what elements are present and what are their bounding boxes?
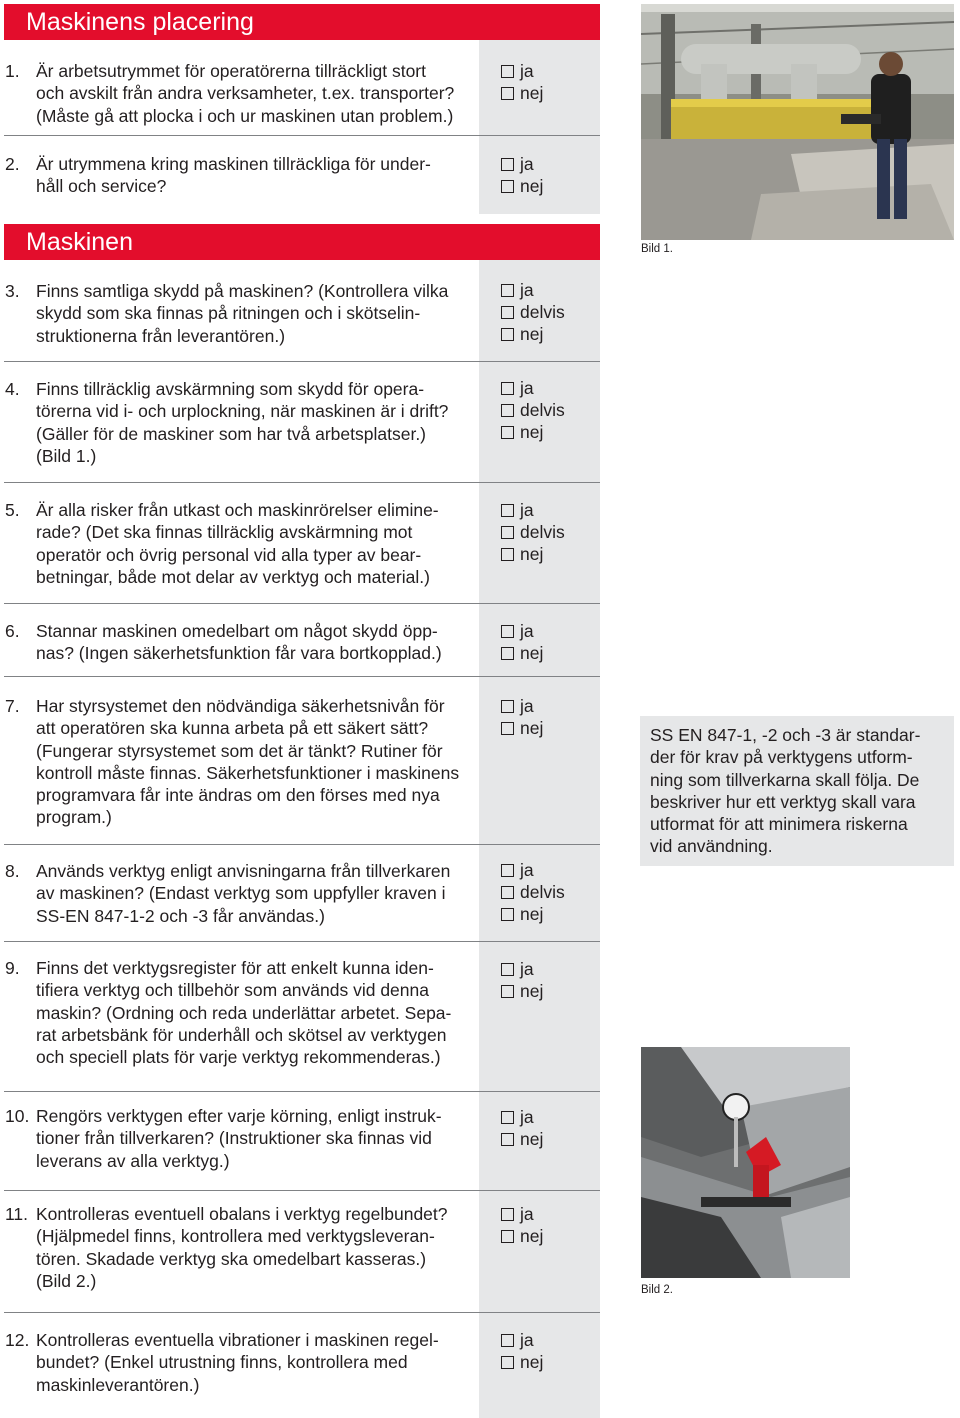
checkbox-icon (501, 864, 514, 877)
checkbox-icon (501, 382, 514, 395)
checkbox-icon (501, 1356, 514, 1369)
balancing-tool-photo (641, 1047, 850, 1278)
answer-panel (479, 604, 600, 676)
question-row (0, 136, 600, 214)
checkbox-icon (501, 306, 514, 319)
checkbox-icon (501, 526, 514, 539)
checkbox-icon (501, 65, 514, 78)
question-number: 10. (5, 1106, 30, 1126)
question-row (0, 483, 600, 603)
option-nej[interactable]: nej (501, 1351, 543, 1373)
option-nej[interactable]: nej (501, 1128, 543, 1150)
checkbox-icon (501, 985, 514, 998)
question-row (0, 604, 600, 676)
question-number: 4. (5, 379, 20, 399)
option-ja[interactable]: ja (501, 1329, 534, 1351)
answer-panel (479, 677, 600, 844)
question-number: 8. (5, 861, 20, 881)
checkbox-icon (501, 158, 514, 171)
checkbox-icon (501, 722, 514, 735)
option-ja[interactable]: ja (501, 60, 534, 82)
question-text: Har styrsystemet den nödvändiga säkerhetsnivån för att operatören ska kunna arbeta på ett säkert sätt? (Fungerar styrsystemet som det är tänkt? Rutiner för kontroll måste finnas. Säkerhetsfunktioner i maskinens programvara får inte ändras om den förses med nya program.) (36, 696, 460, 828)
photo-caption: Bild 2. (641, 1284, 673, 1296)
option-ja[interactable]: ja (501, 377, 534, 399)
checkbox-icon (501, 963, 514, 976)
standard-info-box: SS EN 847-1, -2 och -3 är standar- der för krav på verktygens utform- ning som tillverkarna skall följa. De beskriver hur ett verktyg skall vara utformat för att minimera riskerna vid användning. (640, 716, 954, 866)
checkbox-icon (501, 625, 514, 638)
option-ja[interactable]: ja (501, 958, 534, 980)
checkbox-icon (501, 1334, 514, 1347)
option-delvis[interactable]: delvis (501, 521, 565, 543)
checkbox-icon (501, 647, 514, 660)
option-nej[interactable]: nej (501, 323, 543, 345)
checkbox-icon (501, 404, 514, 417)
option-nej[interactable]: nej (501, 543, 543, 565)
question-row (0, 942, 600, 1091)
question-text: Är utrymmena kring maskinen tillräckliga för under- håll och service? (36, 154, 431, 197)
question-row (0, 260, 600, 361)
question-number: 11. (5, 1204, 29, 1224)
question-number: 1. (5, 61, 20, 81)
section-header-placering: Maskinens placering (4, 4, 600, 40)
option-ja[interactable]: ja (501, 153, 534, 175)
option-nej[interactable]: nej (501, 1225, 543, 1247)
question-text: Är alla risker från utkast och maskinrörelser elimine- rade? (Det ska finnas tillräcklig avskärmning mot operatör och övrig personal vid alla typer av bear- betningar, både mot delar av verktyg och material.) (36, 500, 439, 587)
option-ja[interactable]: ja (501, 279, 534, 301)
checkbox-icon (501, 1208, 514, 1221)
checkbox-icon (501, 87, 514, 100)
option-nej[interactable]: nej (501, 82, 543, 104)
question-text: Är arbetsutrymmet för operatörerna tillräckligt stort och avskilt från andra verksamheter, t.ex. transporter? (Måste gå att plocka i och ur maskinen utan problem.) (36, 61, 455, 126)
photo-caption: Bild 1. (641, 243, 673, 255)
option-nej[interactable]: nej (501, 980, 543, 1002)
section-header-maskinen: Maskinen (4, 224, 600, 260)
option-nej[interactable]: nej (501, 717, 543, 739)
answer-panel (479, 260, 600, 361)
option-ja[interactable]: ja (501, 859, 534, 881)
question-number: 3. (5, 281, 20, 301)
question-number: 7. (5, 696, 20, 716)
checkbox-icon (501, 180, 514, 193)
question-text: Stannar maskinen omedelbart om något skydd öpp- nas? (Ingen säkerhetsfunktion får vara bortkopplad.) (36, 621, 442, 664)
option-ja[interactable]: ja (501, 1203, 534, 1225)
answer-panel (479, 136, 600, 214)
question-text: Kontrolleras eventuella vibrationer i maskinen regel- bundet? (Enkel utrustning finns, kontrollera med maskinleverantören.) (36, 1330, 439, 1395)
option-nej[interactable]: nej (501, 175, 543, 197)
answer-panel (479, 1313, 600, 1418)
checkbox-icon (501, 1111, 514, 1124)
answer-panel (479, 40, 600, 135)
checkbox-icon (501, 426, 514, 439)
question-number: 12. (5, 1330, 30, 1350)
checkbox-icon (501, 1133, 514, 1146)
question-row (0, 1313, 600, 1418)
question-number: 6. (5, 621, 20, 641)
checkbox-icon (501, 700, 514, 713)
question-row (0, 677, 600, 844)
question-text: Används verktyg enligt anvisningarna från tillverkaren av maskinen? (Endast verktyg som uppfyller kraven i SS-EN 847-1-2 och -3 får användas.) (36, 861, 451, 926)
option-delvis[interactable]: delvis (501, 301, 565, 323)
answer-panel (479, 483, 600, 603)
question-text: Finns det verktygsregister för att enkelt kunna iden- tifiera verktyg och tillbehör som används vid denna maskin? (Ordning och reda underlättar arbetet. Sepa- rat arbetsbänk för underhåll och skötsel av verktygen och speciell plats för varje verktyg rekommenderas.) (36, 958, 452, 1068)
option-ja[interactable]: ja (501, 1106, 534, 1128)
option-nej[interactable]: nej (501, 642, 543, 664)
checkbox-icon (501, 1230, 514, 1243)
option-ja[interactable]: ja (501, 620, 534, 642)
question-row (0, 1191, 600, 1312)
checkbox-icon (501, 328, 514, 341)
checkbox-icon (501, 548, 514, 561)
question-number: 2. (5, 154, 20, 174)
question-row (0, 40, 600, 135)
question-text: Finns samtliga skydd på maskinen? (Kontrollera vilka skydd som ska finnas på ritningen och i skötselin- struktionerna från leverantören.) (36, 281, 449, 346)
workshop-photo (641, 4, 954, 240)
answer-panel (479, 845, 600, 941)
checkbox-icon (501, 886, 514, 899)
option-ja[interactable]: ja (501, 695, 534, 717)
question-row (0, 362, 600, 482)
option-delvis[interactable]: delvis (501, 881, 565, 903)
question-text: Rengörs verktygen efter varje körning, enligt instruk- tioner från tillverkaren? (Instruktioner ska finnas vid leverans av alla verktyg.) (36, 1106, 442, 1171)
option-delvis[interactable]: delvis (501, 399, 565, 421)
question-row (0, 1092, 600, 1190)
question-row (0, 845, 600, 941)
question-text: Finns tillräcklig avskärmning som skydd för opera- törerna vid i- och urplockning, när maskinen är i drift? (Gäller för de maskiner som har två arbetsplatser.) (Bild 1.) (36, 379, 449, 466)
answer-panel (479, 942, 600, 1091)
checkbox-icon (501, 504, 514, 517)
question-number: 9. (5, 958, 20, 978)
option-nej[interactable]: nej (501, 903, 543, 925)
answer-panel (479, 1092, 600, 1190)
answer-panel (479, 1191, 600, 1312)
question-number: 5. (5, 500, 20, 520)
option-nej[interactable]: nej (501, 421, 543, 443)
checkbox-icon (501, 284, 514, 297)
checkbox-icon (501, 908, 514, 921)
option-ja[interactable]: ja (501, 499, 534, 521)
question-text: Kontrolleras eventuell obalans i verktyg regelbundet? (Hjälpmedel finns, kontrollera med verktygsleveran- tören. Skadade verktyg ska omedelbart kasseras.) (Bild 2.) (36, 1204, 448, 1291)
answer-panel (479, 362, 600, 482)
